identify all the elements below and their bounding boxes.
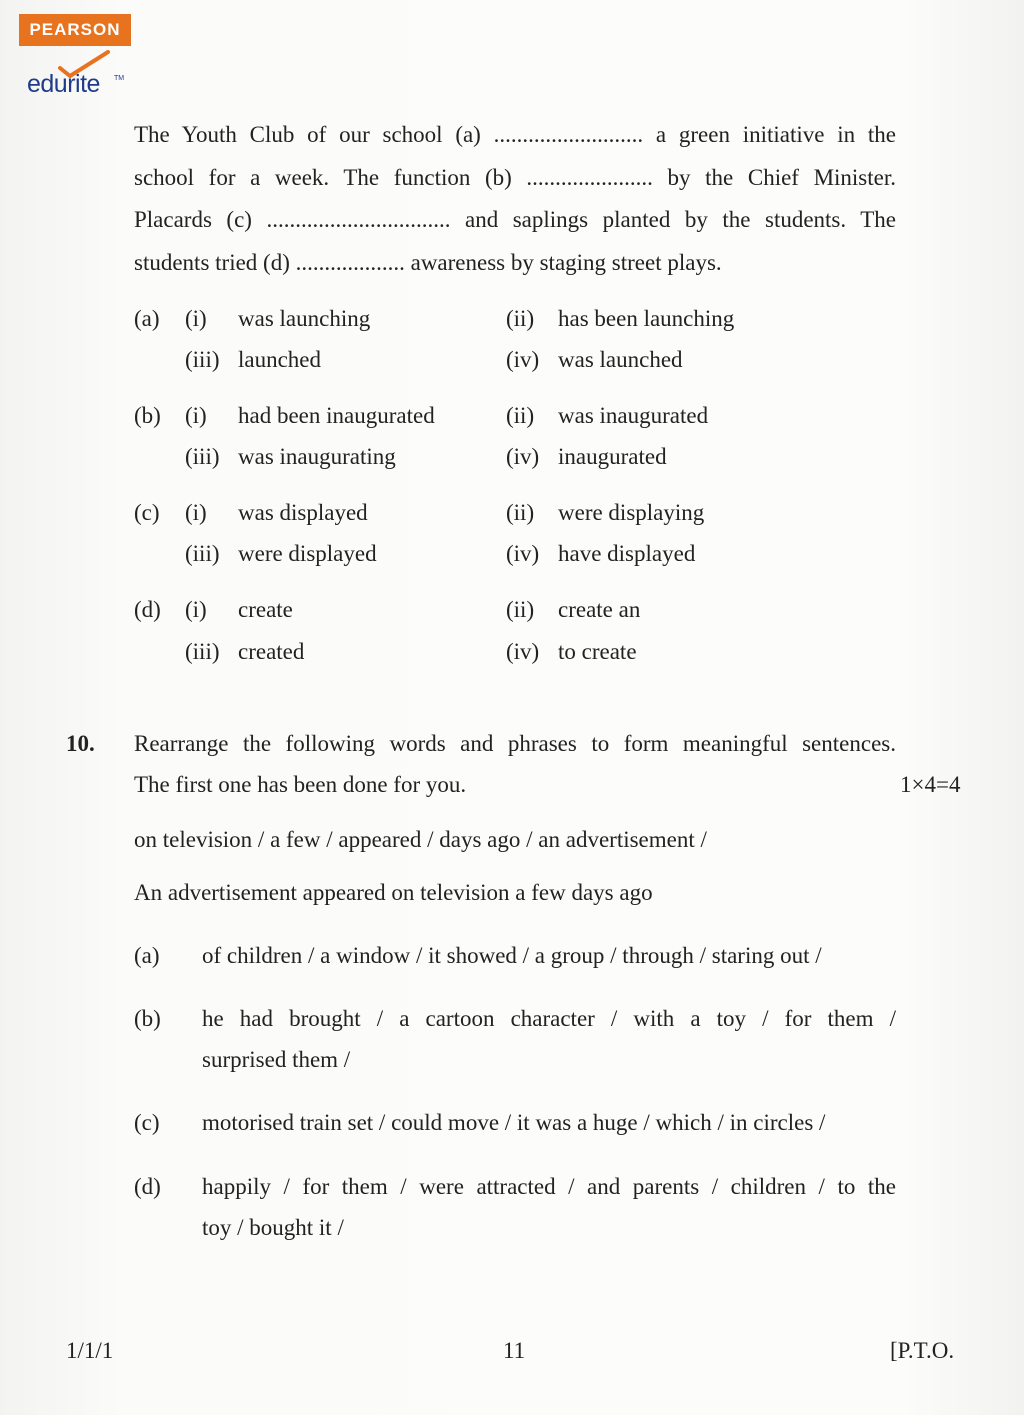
option-text: has been launching (558, 306, 735, 331)
option-text: was inaugurated (558, 403, 709, 428)
option-text: have displayed (558, 541, 696, 566)
page-number: 11 (503, 1338, 526, 1363)
option-number: (ii) (506, 597, 535, 622)
part-label: (c) (134, 1110, 160, 1135)
option-number: (iv) (506, 639, 540, 664)
option-text: was inaugurating (238, 444, 396, 469)
option-text: to create (558, 639, 637, 664)
example-jumbled: on television / a few / appeared / days ago / an advertisement / (134, 827, 707, 852)
option-text: were displayed (238, 541, 377, 566)
option-text: inaugurated (558, 444, 667, 469)
question-number: 10. (66, 731, 95, 756)
option-text: create (238, 597, 293, 622)
example-answer: An advertisement appeared on television a few days ago (134, 880, 653, 905)
option-number: (iii) (185, 639, 220, 664)
paper-code: 1/1/1 (66, 1338, 114, 1363)
option-group-label: (a) (134, 306, 160, 331)
option-text: had been inaugurated (238, 403, 435, 428)
question-instruction-line-1: Rearrange the following words and phrases to form meaningful sentences. (134, 731, 896, 756)
passage-line-4: students tried (d) ................... awareness by staging street plays. (134, 250, 722, 275)
passage-line-2: school for a week. The function (b) ...................... by the Chief Minister. (134, 165, 896, 190)
part-text-continued: toy / bought it / (202, 1215, 344, 1240)
option-number: (ii) (506, 500, 535, 525)
option-text: was launching (238, 306, 371, 331)
option-text: create an (558, 597, 641, 622)
part-text-continued: surprised them / (202, 1047, 351, 1072)
part-text: of children / a window / it showed / a group / through / staring out / (202, 943, 822, 968)
option-text: was launched (558, 347, 683, 372)
option-number: (i) (185, 500, 207, 525)
part-text: he had brought / a cartoon character / with a toy / for them / (202, 1006, 896, 1031)
passage-line-1: The Youth Club of our school (a) .......................... a green initiative in the (134, 122, 896, 147)
option-number: (iii) (185, 444, 220, 469)
trademark-mark: TM (114, 75, 125, 82)
option-number: (iii) (185, 347, 220, 372)
part-text: motorised train set / could move / it was a huge / which / in circles / (202, 1110, 826, 1135)
option-number: (i) (185, 306, 207, 331)
part-label: (a) (134, 943, 160, 968)
option-text: was displayed (238, 500, 368, 525)
option-number: (iii) (185, 541, 220, 566)
option-text: created (238, 639, 305, 664)
option-number: (iv) (506, 347, 540, 372)
part-text: happily / for them / were attracted / and parents / children / to the (202, 1174, 896, 1199)
option-text: launched (238, 347, 322, 372)
option-number: (i) (185, 403, 207, 428)
option-group-label: (c) (134, 500, 160, 525)
option-number: (ii) (506, 306, 535, 331)
option-number: (ii) (506, 403, 535, 428)
edurite-logo: edurite (27, 70, 100, 98)
question-instruction-line-2: The first one has been done for you. (134, 772, 467, 797)
passage-line-3: Placards (c) ................................ and saplings planted by the students. The (134, 207, 896, 232)
option-number: (iv) (506, 444, 540, 469)
option-group-label: (b) (134, 403, 161, 428)
marks-label: 1×4=4 (900, 772, 961, 797)
option-number: (i) (185, 597, 207, 622)
pearson-logo: PEARSON (19, 14, 131, 46)
option-text: were displaying (558, 500, 705, 525)
part-label: (d) (134, 1174, 161, 1199)
pto-label: [P.T.O. (890, 1338, 955, 1363)
option-group-label: (d) (134, 597, 161, 622)
part-label: (b) (134, 1006, 161, 1031)
option-number: (iv) (506, 541, 540, 566)
